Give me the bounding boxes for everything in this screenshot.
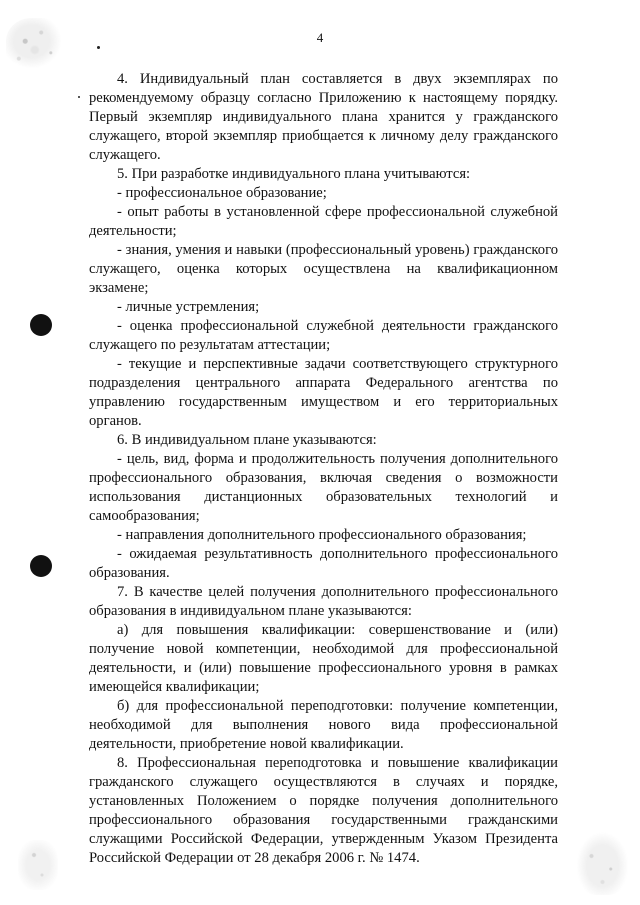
list-item: - профессиональное образование; [117, 185, 327, 201]
list-item: - текущие и перспективные задачи соответствующего структурного подразделения центрального аппарата Федерального агентства по управлению государственным имуществом и его территориальных органов. [89, 356, 558, 429]
paragraph-4: 4. Индивидуальный план составляется в двух экземплярах по рекомендуемому образцу согласно Приложению к настоящему порядку. Первый экземпляр индивидуального плана хранится у гражданского служащего, второй экземпляр приобщается к личному делу гражданского служащего. [89, 71, 558, 163]
document-body [89, 70, 558, 868]
scan-speck [78, 96, 80, 98]
paragraph-5-heading: 5. При разработке индивидуального плана учитываются: [117, 166, 471, 182]
scan-noise-bottom-right [575, 830, 630, 895]
list-item: - знания, умения и навыки (профессиональный уровень) гражданского служащего, оценка которых осуществлена на квалификационном экзамене; [89, 242, 558, 296]
list-item: - опыт работы в установленной сфере профессиональной служебной деятельности; [89, 204, 558, 239]
paragraph-7-heading: 7. В качестве целей получения дополнительного профессионального образования в индивидуальном плане указываются: [89, 584, 558, 619]
list-item: - цель, вид, форма и продолжительность получения дополнительного профессионального образования, включая сведения о возможности использования дистанционных образовательных технологий и самообразования; [89, 451, 558, 524]
list-item: б) для профессиональной переподготовки: получение компетенции, необходимой для выполнения нового вида профессиональной деятельности, приобретение новой квалификации. [89, 698, 558, 752]
scan-noise-top-left [6, 18, 70, 76]
scan-speck [97, 46, 100, 49]
list-item: - ожидаемая результативность дополнительного профессионального образования. [89, 546, 558, 581]
list-item: - оценка профессиональной служебной деятельности гражданского служащего по результатам аттестации; [89, 318, 558, 353]
list-item: а) для повышения квалификации: совершенствование и (или) получение новой компетенции, необходимой для профессиональной деятельности, и (или) повышение профессионального уровня в рамках имеющейся квалификации; [89, 622, 558, 695]
paragraph-8: 8. Профессиональная переподготовка и повышение квалификации гражданского служащего осуществляются в случаях и порядке, установленных Положением о порядке получения дополнительного профессионального образования государственными гражданскими служащими Российской Федерации, утвержденным Указом Президента Российской Федерации от 28 декабря 2006 г. № 1474. [89, 755, 558, 866]
scan-noise-bottom-left [18, 840, 58, 890]
list-item: - направления дополнительного профессионального образования; [117, 527, 527, 543]
punch-hole [30, 314, 52, 336]
page-number: 4 [316, 30, 324, 45]
punch-hole [30, 555, 52, 577]
list-item: - личные устремления; [117, 299, 260, 315]
paragraph-6-heading: 6. В индивидуальном плане указываются: [117, 432, 377, 448]
